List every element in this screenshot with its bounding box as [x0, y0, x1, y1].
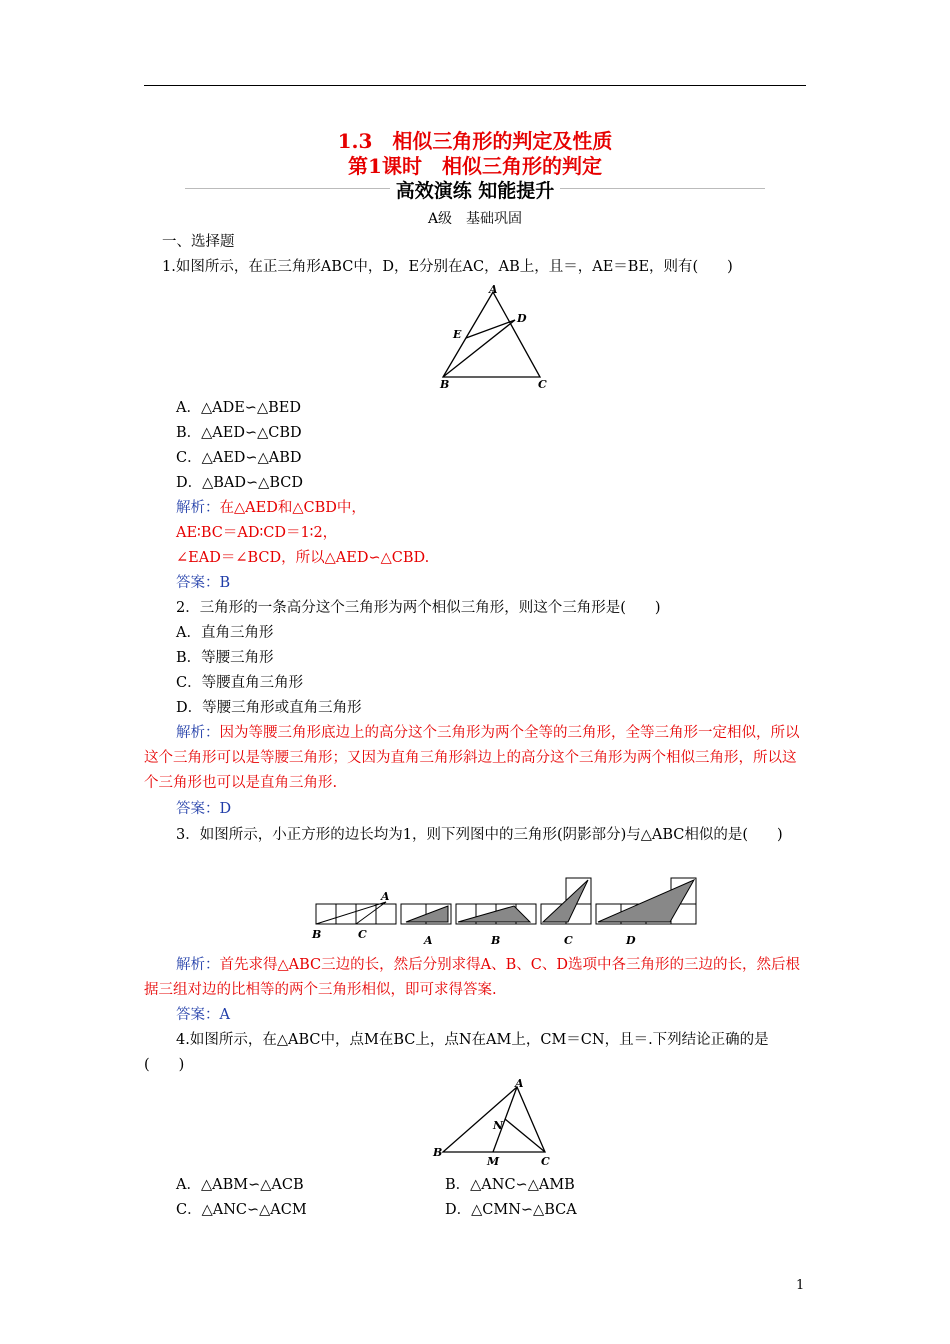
lesson-subtitle: 第1课时 相似三角形的判定 [348, 154, 602, 178]
q3-ref-label-b: B [312, 928, 322, 941]
q4-label-m: M [487, 1155, 500, 1168]
q1-option-d: D．△BAD∽△BCD [176, 475, 303, 491]
q1-analysis-line3: ∠EAD＝∠BCD，所以△AED∽△CBD. [176, 550, 430, 566]
q1-option-b: B．△AED∽△CBD [176, 425, 302, 441]
q3-label-option-c: C [564, 934, 573, 947]
q4-label-n: N [493, 1119, 504, 1132]
q3-label-option-a: A [424, 934, 433, 947]
level-heading: A级 基础巩固 [427, 211, 523, 227]
q3-analysis [144, 953, 807, 1003]
q3-option-c-figure [541, 878, 591, 947]
q1-label-a: A [489, 283, 498, 296]
q4-stem: 4.如图所示，在△ABC中，点M在BC上，点N在AM上，CM＝CN，且＝.下列结论正确的是( ) [144, 1032, 769, 1073]
q4-segment-nc [505, 1119, 545, 1152]
q1-label-d: D [517, 312, 527, 325]
q1-stem: 1.如图所示，在正三角形ABC中，D，E分别在AC，AB上，且＝，AE＝BE，则有( ) [162, 259, 733, 275]
q1-option-a: A．△ADE∽△BED [176, 400, 301, 416]
q3-ref-label-a: A [381, 890, 390, 903]
header-rule [144, 85, 806, 86]
q1-label-e: E [453, 328, 462, 341]
q1-option-c: C．△AED∽△ABD [176, 450, 302, 466]
q1-label-c: C [538, 378, 547, 391]
q3-analysis-label: 解析： [176, 957, 220, 973]
q3-answer: 答案：A [176, 1007, 230, 1023]
q2-option-a: A．直角三角形 [176, 625, 274, 641]
q2-option-c: C．等腰直角三角形 [176, 675, 304, 691]
q4-label-a: A [515, 1077, 524, 1090]
q3-reference-figure [311, 890, 396, 941]
q2-option-b: B．等腰三角形 [176, 650, 274, 666]
q3-analysis-text: 首先求得△ABC三边的长，然后分别求得A、B、C、D选项中各三角形的三边的长，然后根据三组对边的比相等的两个三角形相似，即可求得答案. [144, 957, 800, 998]
q1-label-b: B [440, 378, 450, 391]
q4-option-c: C．△ANC∽△ACM [176, 1202, 307, 1218]
q2-stem: 2．三角形的一条高分这个三角形为两个相似三角形，则这个三角形是( ) [176, 600, 661, 616]
q3-label-option-d: D [626, 934, 636, 947]
q2-analysis-text: 因为等腰三角形底边上的高分这个三角形为两个全等的三角形，全等三角形一定相似，所以这个三角形可以是等腰三角形；又因为直角三角形斜边上的高分这个三角形为两个相似三角形，所以这个三角形也可以是直角三角形. [144, 725, 800, 791]
page-number: 1 [796, 1278, 805, 1293]
q2-option-d: D．等腰三角形或直角三角形 [176, 700, 362, 716]
q3-figure [308, 872, 708, 954]
q4-option-b: B．△ANC∽△AMB [445, 1177, 575, 1193]
lesson-title: 1.3 相似三角形的判定及性质 [337, 129, 613, 153]
q3-ref-label-c: C [358, 928, 367, 941]
q4-label-c: C [541, 1155, 550, 1168]
q1-answer: 答案：B [176, 575, 231, 591]
q1-analysis-line1 [176, 498, 366, 518]
q1-figure [430, 282, 560, 392]
q3-option-d-figure [596, 878, 696, 947]
q4-label-b: B [433, 1146, 443, 1159]
q4-figure [425, 1075, 565, 1175]
q2-analysis [144, 721, 807, 796]
q2-answer: 答案：D [176, 801, 232, 817]
q1-analysis-line2: AE∶BC＝AD∶CD＝1∶2， [176, 525, 338, 541]
q1-analysis-text1: 在△AED和△CBD中， [219, 500, 366, 516]
q3-stem: 3．如图所示，小正方形的边长均为1，则下列图中的三角形(阴影部分)与△ABC相似的是( ) [176, 827, 783, 843]
q3-label-option-b: B [491, 934, 501, 947]
q3-option-b-figure [456, 904, 536, 947]
q3-option-a-figure [401, 904, 451, 947]
section-heading: 一、选择题 [162, 234, 235, 250]
q1-segment-ed [466, 320, 515, 338]
q4-option-d: D．△CMN∽△BCA [445, 1202, 577, 1218]
q2-analysis-label: 解析： [176, 725, 220, 741]
q4-option-a: A．△ABM∽△ACB [176, 1177, 304, 1193]
q1-analysis-label: 解析： [176, 500, 220, 516]
banner-text: 高效演练 知能提升 [395, 180, 555, 202]
section-banner [185, 176, 765, 202]
